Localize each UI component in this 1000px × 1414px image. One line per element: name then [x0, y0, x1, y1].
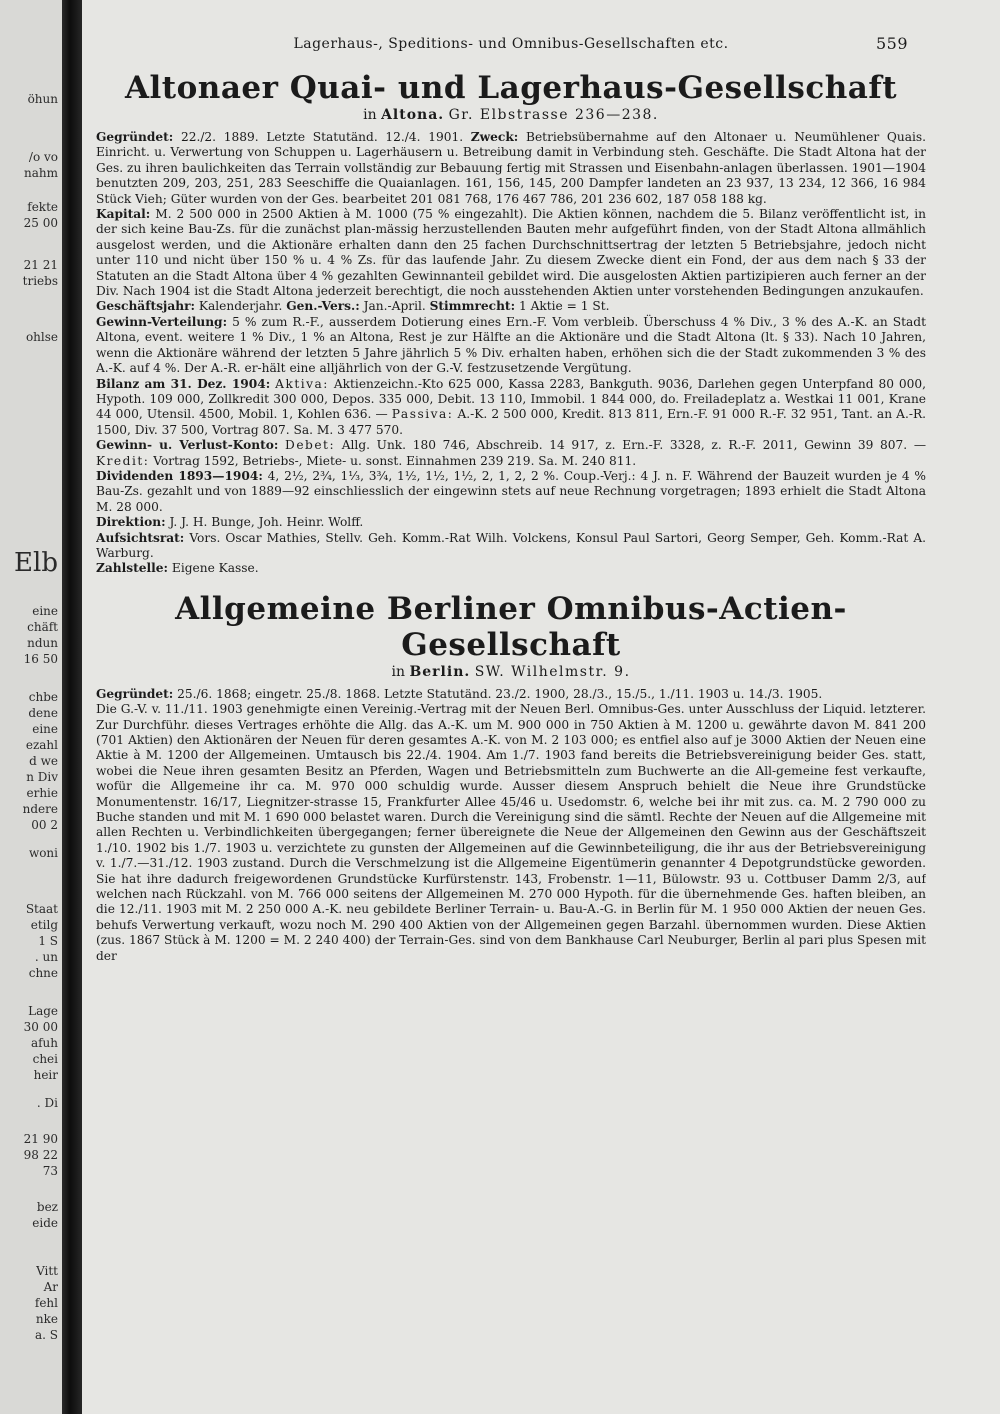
company-title: Allgemeine Berliner Omnibus-Actien-Gesellschaft — [175, 590, 847, 663]
prev-page-fragment: nahm — [24, 166, 58, 180]
entry-gewinn-verteilung — [96, 315, 926, 377]
entry-label: Zahlstelle: — [96, 561, 169, 576]
prev-page-fragment: öhun — [27, 92, 58, 106]
prev-page-fragment: 98 22 — [23, 1148, 58, 1162]
location-city: Altona. — [381, 107, 445, 123]
prev-page-fragment: Ar — [43, 1280, 58, 1294]
page-number: 559 — [875, 34, 908, 53]
document-page — [96, 30, 926, 1400]
prev-page-fragment: a. S — [34, 1328, 58, 1342]
entry-label: Gewinn- u. Verlust-Konto: — [96, 438, 279, 453]
location-address: SW. Wilhelmstr. 9. — [474, 663, 631, 680]
entry-zahlstelle — [96, 561, 926, 576]
prev-page-fragment: 25 00 — [23, 216, 58, 230]
entry-text: A.-K. 2 500 000, Kredit. 813 811, Ern.-F. 91 000 R.-F. 32 951, Tant. an A.-R. 1500, Div. 37 500, Vortrag 807. Sa. M. 3 477 570. — [96, 407, 926, 437]
entry-gegruendet — [96, 687, 926, 702]
prev-page-fragment: dene — [28, 706, 58, 720]
entry-geschaeftsjahr — [96, 299, 926, 314]
entry-label: Bilanz am 31. Dez. 1904: — [96, 376, 271, 391]
entry-text: Vors. Oscar Mathies, Stellv. Geh. Komm.-Rat Wilh. Volckens, Konsul Paul Sartori, Georg Semper, Geh. Komm.-Rat A. Warburg. — [96, 530, 926, 560]
prev-page-fragment: fekte — [27, 200, 58, 214]
prev-page-fragment: Lage — [28, 1004, 58, 1018]
prev-page-fragment: 73 — [42, 1164, 58, 1178]
entry-gegruendet — [96, 130, 926, 207]
prev-page-fragment: eine — [32, 722, 58, 736]
entry-label: Gegründet: — [96, 686, 174, 701]
prev-page-fragment: chäft — [27, 620, 58, 634]
location-address: Gr. Elbstrasse 236—238. — [448, 107, 659, 123]
entry-bilanz — [96, 377, 926, 439]
prev-page-fragment: bez — [36, 1200, 58, 1214]
prev-page-fragment: ezahl — [25, 738, 58, 752]
entry-label: Gen.-Vers.: — [286, 299, 360, 314]
entry-aufsichtsrat — [96, 531, 926, 562]
entry-body: Die G.-V. v. 11./11. 1903 genehmigte einen Vereinig.-Vertrag mit der Neuen Berl. Omnibus-Ges. unter Ausschluss der Liquid. letzterer. Zur Durchführ. dieses Vertrages erhöhte die Allg. das A.-K. um M. 900 000 in 750 Aktien à M. 1200 u. gewährte davon M. 841 200 (701 Aktien) den Aktionären der Neuen für deren gesamtes A.-K. von M. 2 103 000; es entfiel also auf je 3000 Aktien der Neuen eine Aktie à M. 1200 der Allgemeinen. Umtausch bis 22./4. 1904. Am 1./7. 1903 fand bereits die Betriebsvereinigung beider Ges. statt, wobei die Neue ihren gesamten Besitz an Pferden, Wagen und Betriebsmitteln zum Buchwerte an die All-gemeine fest verkaufte, wofür die Allgemeine ihr ca. M. 970 000 schuldig wurde. Ausser diesem Anspruch behielt die Neue ihre Grundstücke Monumentenstr. 16/17, Liegnitzer-strasse 15, Frankfurter Allee 45/46 u. Usedomstr. 6, welche bei ihr mit zus. ca. M. 2 790 000 zu Buche standen und mit M. 1 690 000 belastet waren. Durch die Vereinigung sind die sämtl. Rechte der Neuen auf die Allgemeine mit allen Rechten u. Verbindlichkeiten übergegangen; ferner übereignete die Neue der Allgemeinen den Gewinn aus der Geschäftszeit 1./10. 1902 bis 1./7. 1903 u. verzichtete zu gunsten der Allgemeinen auf die Gewinnbeteiligung, die ihr aus der Betriebsvereinigung v. 1./7.—31./12. 1903 zustand. Durch die Verschmelzung ist die Allgemeine Eigentümerin genannter 4 Depotgrundstücke geworden. Sie hat ihre dadurch freigewordenen Grundstücke Kurfürstenstr. 143, Frobenstr. 1—11, Bülowstr. 93 u. Cottbuser Damm 2/3, auf welchen nach Rückzahl. von M. 766 000 seitens der Allgemeinen M. 270 000 Hypoth. für die übernehmende Ges. haften bleiben, an die 12./11. 1903 mit M. 2 250 000 A.-K. neu gebildete Berliner Terrain- u. Bau-A.-G. in Berlin für M. 1 950 000 Aktien der neuen Ges. behufs Verwertung verkauft, wozu noch M. 290 400 Aktien von der Allgemeinen gegen Barzahl. übernommen wurden. Diese Aktien (zus. 1867 Stück à M. 1200 = M. 2 240 400) der Terrain-Ges. sind von dem Bankhause Carl Neuburger, Berlin al pari plus Spesen mit der — [96, 702, 926, 963]
entry-label: Gewinn-Verteilung: — [96, 314, 228, 329]
prev-page-fragment: ndere — [22, 802, 58, 816]
prev-page-fragment: 30 00 — [23, 1020, 58, 1034]
entry-label: Direktion: — [96, 515, 166, 530]
prev-page-fragment: /o vo — [28, 150, 58, 164]
prev-page-fragment: triebs — [22, 274, 58, 288]
entry-sublabel: Kredit: — [96, 453, 150, 468]
prev-page-fragment: fehl — [34, 1296, 58, 1310]
entry-label: Dividenden 1893—1904: — [96, 468, 263, 483]
entry-text: Aktienzeichn.-Kto 625 000, Kassa 2283, Bankguth. 9036, Darlehen gegen Unterpfand 80 000, Hypoth. 109 000, Zollkredit 300 000, Depos. 335 000, Debit. 13 110, Immobil. 1 844 000, do. Freiladeplatz a. Westkai 11 001, Krane 44 000, Utensil. 4500, Mobil. 1, Kohlen 636. — — [96, 376, 926, 422]
prev-page-fragment: d we — [29, 754, 58, 768]
location-city: Berlin. — [409, 663, 471, 680]
running-head — [96, 30, 926, 58]
previous-page-edge — [0, 0, 62, 1414]
book-gutter — [62, 0, 82, 1414]
entry-text: Betriebsübernahme auf den Altonaer u. Neumühlener Quais. Einricht. u. Verwertung von Schuppen u. Lagerhäusern u. Betreibung damit in Verbindung steh. Geschäfte. Die Stadt Altona hat der Ges. zu ihren baulichkeiten das Terrain vollständig zur Bebauung fertig mit Strassen und Eisenbahn-anlagen überlassen. 1901—1904 benutzten 209, 203, 251, 283 Seeschiffe die Quaianlagen. 161, 156, 145, 200 Dampfer landeten an 23 937, 13 234, 12 366, 16 984 Stück Vieh; Güter wurden von der Ges. bearbeitet 201 081 768, 176 467 786, 201 236 602, 187 058 188 kg. — [96, 130, 926, 206]
prev-page-fragment: erhie — [26, 786, 58, 800]
entry-text: Jan.-April. — [363, 299, 426, 314]
prev-page-fragment: eide — [32, 1216, 58, 1230]
prev-page-fragment: 00 2 — [31, 818, 58, 832]
prev-page-fragment: 16 50 — [23, 652, 58, 666]
entry-label: Stimmrecht: — [429, 299, 516, 314]
prev-page-fragment: afuh — [30, 1036, 58, 1050]
prev-page-fragment: 21 21 — [23, 258, 58, 272]
company-title: Altonaer Quai- und Lagerhaus-Gesellschaft — [124, 70, 898, 106]
prev-page-fragment: ndun — [27, 636, 58, 650]
location-prefix: in — [391, 663, 405, 680]
company-location — [96, 106, 926, 124]
prev-page-fragment: etilg — [30, 918, 58, 932]
running-head-text: Lagerhaus-, Speditions- und Omnibus-Gesellschaften etc. — [293, 36, 729, 52]
entry-text: M. 2 500 000 in 2500 Aktien à M. 1000 (75 % eingezahlt). Die Aktien können, nachdem die 5. Bilanz veröffentlicht ist, in der sich keine Bau-Zs. für die zunächst plan-mässig herzustellenden Bauten mehr aufgeführt finden, von der Stadt Altona allmählich ausgelost werden, und die Aktionäre erhalten dann den 25 fachen Durchschnittsertrag der letzten 5 Betriebsjahre, jedoch nicht unter 110 und nicht über 150 % u. 4 % Zs. für das laufende Jahr. Zu diesem Zwecke dient ein Fond, der aus dem nach § 33 der Statuten an die Stadt Altona über 4 % gezahlten Gewinnanteil gebildet wird. Die ausgelosten Aktien partizipieren auch ferner an der Div. Nach 1904 ist die Stadt Altona jederzeit berechtigt, die noch ausstehenden Aktien unter vorstehenden Bedingungen anzukaufen. — [96, 207, 926, 299]
entry-sublabel: Aktiva: — [275, 376, 329, 391]
entry-text: 5 % zum R.-F., ausserdem Dotierung eines Ern.-F. Vom verbleib. Überschuss 4 % Div., 3 % des A.-K. an Stadt Altona, event. weitere 1 % Div., 1 % an Altona, Rest je zur Hälfte an die Aktionäre und die Stadt Altona (lt. § 33). Nach 10 Jahren, wenn die Aktionäre während der letzten 5 Jahre jährlich 5 % Div. erhalten haben, erhöhen sich die der Stadt zukommenden 3 % des A.-K. auf 4 %. Der A.-R. er-hält eine alljährlich von der G.-V. festzusetzende Vergütung. — [96, 314, 926, 376]
entry-direktion — [96, 515, 926, 530]
entry-text: Allg. Unk. 180 746, Abschreib. 14 917, z. Ern.-F. 3328, z. R.-F. 2011, Gewinn 39 807. — — [341, 438, 926, 453]
entry-text: 4, 2½, 2¾, 1⅓, 3¾, 1½, 1½, 1½, 2, 1, 2, 2 %. Coup.-Verj.: 4 J. n. F. Während der Bauzeit wurden je 4 % Bau-Zs. gezahlt und von 1889—92 einschliesslich der eingewinn stets auf neue Rechnung vorgetragen; 1893 erhielt die Stadt Altona M. 28 000. — [96, 468, 926, 514]
entry-label: Geschäftsjahr: — [96, 299, 196, 314]
entry-text: Vortrag 1592, Betriebs-, Miete- u. sonst. Einnahmen 239 219. Sa. M. 240 811. — [153, 453, 637, 468]
prev-page-fragment: Staat — [25, 902, 58, 916]
prev-page-fragment: ohlse — [25, 330, 58, 344]
prev-page-fragment: chei — [32, 1052, 58, 1066]
prev-page-fragment: Elb — [14, 548, 58, 578]
entry-text: Kalenderjahr. — [198, 299, 283, 314]
prev-page-fragment: chne — [28, 966, 58, 980]
entry-text: J. J. H. Bunge, Joh. Heinr. Wolff. — [169, 515, 364, 530]
location-prefix: in — [363, 107, 377, 123]
entry-text: 25./6. 1868; eingetr. 25./8. 1868. Letzte Statutänd. 23./2. 1900, 28./3., 15./5., 1./11. 1903 u. 14./3. 1905. — [177, 686, 823, 701]
prev-page-fragment: eine — [32, 604, 58, 618]
entry-sublabel: Passiva: — [391, 407, 454, 422]
prev-page-fragment: Vitt — [36, 1264, 58, 1278]
prev-page-fragment: . Di — [36, 1096, 58, 1110]
prev-page-fragment: 21 90 — [23, 1132, 58, 1146]
entry-text: 22./2. 1889. Letzte Statutänd. 12./4. 1901. — [180, 130, 464, 144]
prev-page-fragment: n Div — [26, 770, 58, 784]
prev-page-fragment: heir — [33, 1068, 58, 1082]
entry-text: 1 Aktie = 1 St. — [518, 299, 610, 314]
prev-page-fragment: chbe — [28, 690, 58, 704]
entry-guv — [96, 438, 926, 469]
entry-sublabel: Debet: — [285, 438, 336, 453]
entry-label: Gegründet: — [96, 130, 174, 144]
entry-label: Kapital: — [96, 207, 151, 222]
entry-label: Aufsichtsrat: — [96, 530, 185, 545]
entry-label: Zweck: — [470, 130, 519, 144]
entry-dividenden — [96, 469, 926, 515]
company-location — [96, 663, 926, 681]
prev-page-fragment: 1 S — [38, 934, 58, 948]
entry-kapital — [96, 207, 926, 299]
entry-text: Eigene Kasse. — [171, 561, 259, 576]
prev-page-fragment: . un — [34, 950, 58, 964]
prev-page-fragment: nke — [35, 1312, 58, 1326]
prev-page-fragment: woni — [28, 846, 58, 860]
